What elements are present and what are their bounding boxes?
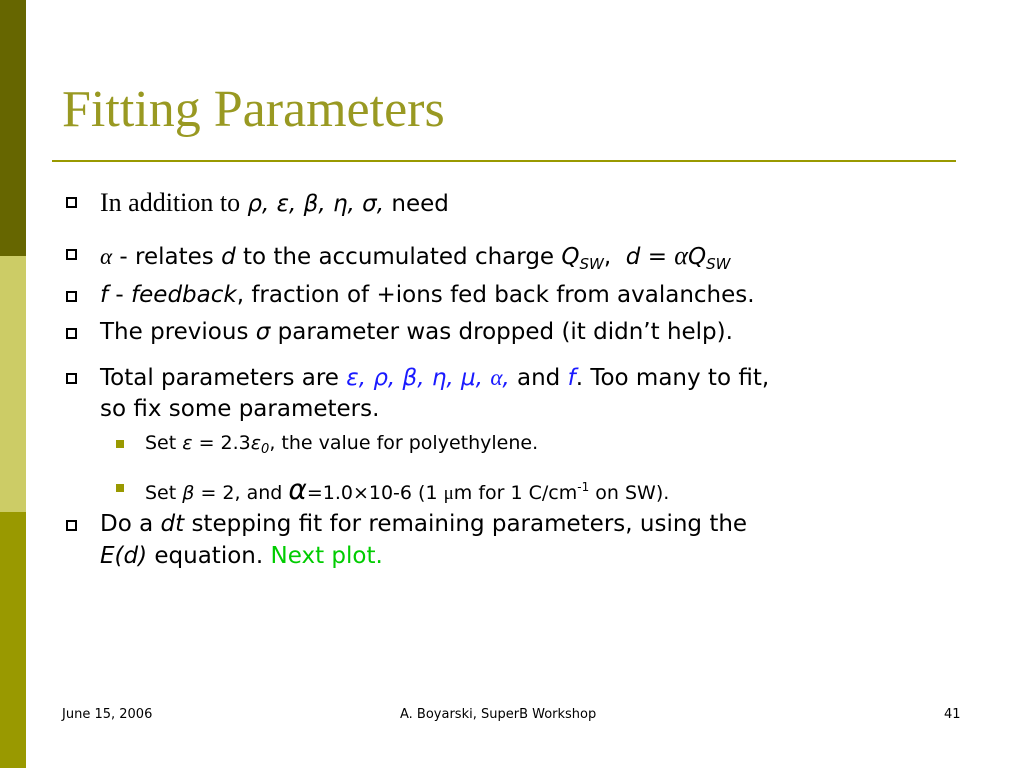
sidebar-band-dark [0, 0, 26, 256]
bullet-total-parameters-cont: so fix some parameters. [100, 396, 380, 422]
title-divider [52, 160, 956, 162]
bullet-marker [66, 520, 77, 531]
bullet-marker [66, 249, 77, 260]
bullet-dt-stepping: Do a dt stepping fit for remaining parameters, using the [100, 511, 748, 537]
sub-bullet-set-epsilon: Set $\varepsilon = 2.3\varepsilon_0$, the value for polyethylene. [145, 432, 539, 457]
footer-author: A. Boyarski, SuperB Workshop [400, 707, 597, 722]
bullet-marker [66, 197, 77, 208]
bullet-marker [66, 291, 77, 302]
bullet-sigma-dropped: The previous σ parameter was dropped (it didn’t help). [100, 319, 733, 345]
sidebar-decoration [0, 0, 26, 768]
bullet-marker [66, 373, 77, 384]
bullet-total-parameters: Total parameters are ε, ρ, β, η, μ, α, and f. Too many to fit, [100, 365, 770, 391]
footer-page-number: 41 [944, 707, 961, 722]
sidebar-band-medium [0, 512, 26, 768]
bullet-feedback: f - feedback, fraction of +ions fed back from avalanches. [100, 282, 755, 308]
slide-title: Fitting Parameters [62, 81, 445, 138]
bullet-alpha-relates: α - relates d to the accumulated charge $Q_{SW}$, $d = \alpha Q_{SW}$ [100, 241, 731, 273]
bullet-marker [66, 328, 77, 339]
sidebar-band-light [0, 256, 26, 512]
sub-bullet-marker [116, 484, 124, 492]
sub-bullet-marker [116, 440, 124, 448]
bullet-dt-stepping-cont: E(d) equation. Next plot. [100, 543, 383, 569]
footer-date: June 15, 2006 [62, 707, 153, 722]
bullet-in-addition: In addition to ρ, ε, β, η, σ, need [100, 188, 449, 217]
next-plot-link[interactable]: Next plot. [270, 543, 383, 569]
sub-bullet-set-beta: Set β = 2, and α=1.0×10-6 (1 μm for 1 $C/cm^{-1}$ on SW). [145, 473, 670, 506]
